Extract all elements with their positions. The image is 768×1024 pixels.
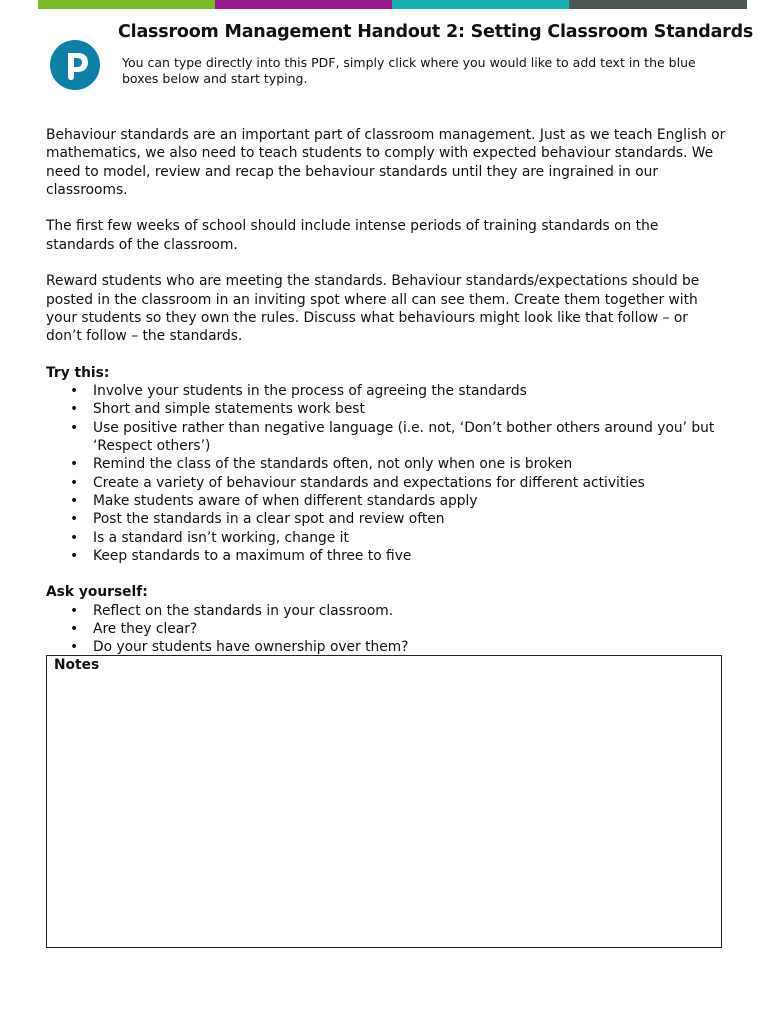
intro-paragraph: Behaviour standards are an important part of classroom management. Just as we teach English or mathematics, we also need to teach students to comply with expected behaviour standards. We need to model, review and recap the behaviour standards until they are ingrained in our classrooms. <box>46 127 726 198</box>
list-item: • Keep standards to a maximum of three to five <box>70 547 412 564</box>
list-item: • Reflect on the standards in your classroom. <box>70 602 394 619</box>
bullet-icon: • <box>70 511 79 528</box>
bullet-icon: • <box>70 529 79 546</box>
bullet-icon: • <box>70 419 79 436</box>
bullet-icon: • <box>70 547 79 564</box>
list-item: • Create a variety of behaviour standards and expectations for different activities <box>70 474 645 491</box>
list-item: • Involve your students in the process of agreeing the standards <box>70 383 527 400</box>
list-item: • Remind the class of the standards often, not only when one is broken <box>70 456 573 473</box>
bullet-icon: • <box>70 639 79 656</box>
training-paragraph: The first few weeks of school should include intense periods of training standards on the standards of the classroom. <box>46 218 659 253</box>
list-item: • Make students aware of when different standards apply <box>70 492 478 509</box>
bullet-icon: • <box>70 383 79 400</box>
list-item: • Short and simple statements work best <box>70 401 365 418</box>
list-item: • Use positive rather than negative language (i.e. not, ‘Don’t bother others around you’ but ‘Respect others’) <box>70 419 715 455</box>
list-item: • Is a standard isn’t working, change it <box>70 529 349 546</box>
bullet-icon: • <box>70 621 79 638</box>
ask-yourself-list <box>46 602 726 657</box>
bullet-icon: • <box>70 401 79 418</box>
header-color-bar-teal <box>392 0 569 9</box>
bullet-icon: • <box>70 456 79 473</box>
try-this-heading: Try this: <box>46 364 110 381</box>
instruction-text: You can type directly into this PDF, simply click where you would like to add text in the blue boxes below and start typing. <box>122 55 696 86</box>
page-title: Classroom Management Handout 2: Setting Classroom Standards <box>118 22 754 42</box>
notes-text-box[interactable] <box>46 655 722 948</box>
try-this-list <box>46 382 726 565</box>
header-color-bar-gray <box>569 0 747 9</box>
header-color-bar-purple <box>215 0 392 9</box>
header-color-bar-green <box>38 0 215 9</box>
list-item: • Do your students have ownership over them? <box>70 639 409 656</box>
bullet-icon: • <box>70 474 79 491</box>
bullet-icon: • <box>70 492 79 509</box>
handout-body <box>46 126 726 675</box>
pearson-logo-icon <box>50 40 100 90</box>
reward-paragraph: Reward students who are meeting the standards. Behaviour standards/expectations should be posted in the classroom in an inviting spot where all can see them. Create them together with your students so they own the rules. Discuss what behaviours might look like that follow – or don’t follow – the standards. <box>46 273 700 345</box>
bullet-icon: • <box>70 602 79 619</box>
notes-label: Notes <box>54 657 100 673</box>
list-item: • Post the standards in a clear spot and review often <box>70 511 445 528</box>
list-item: • Are they clear? <box>70 621 198 638</box>
ask-yourself-heading: Ask yourself: <box>46 584 148 601</box>
pearson-logo-svg <box>50 40 100 90</box>
